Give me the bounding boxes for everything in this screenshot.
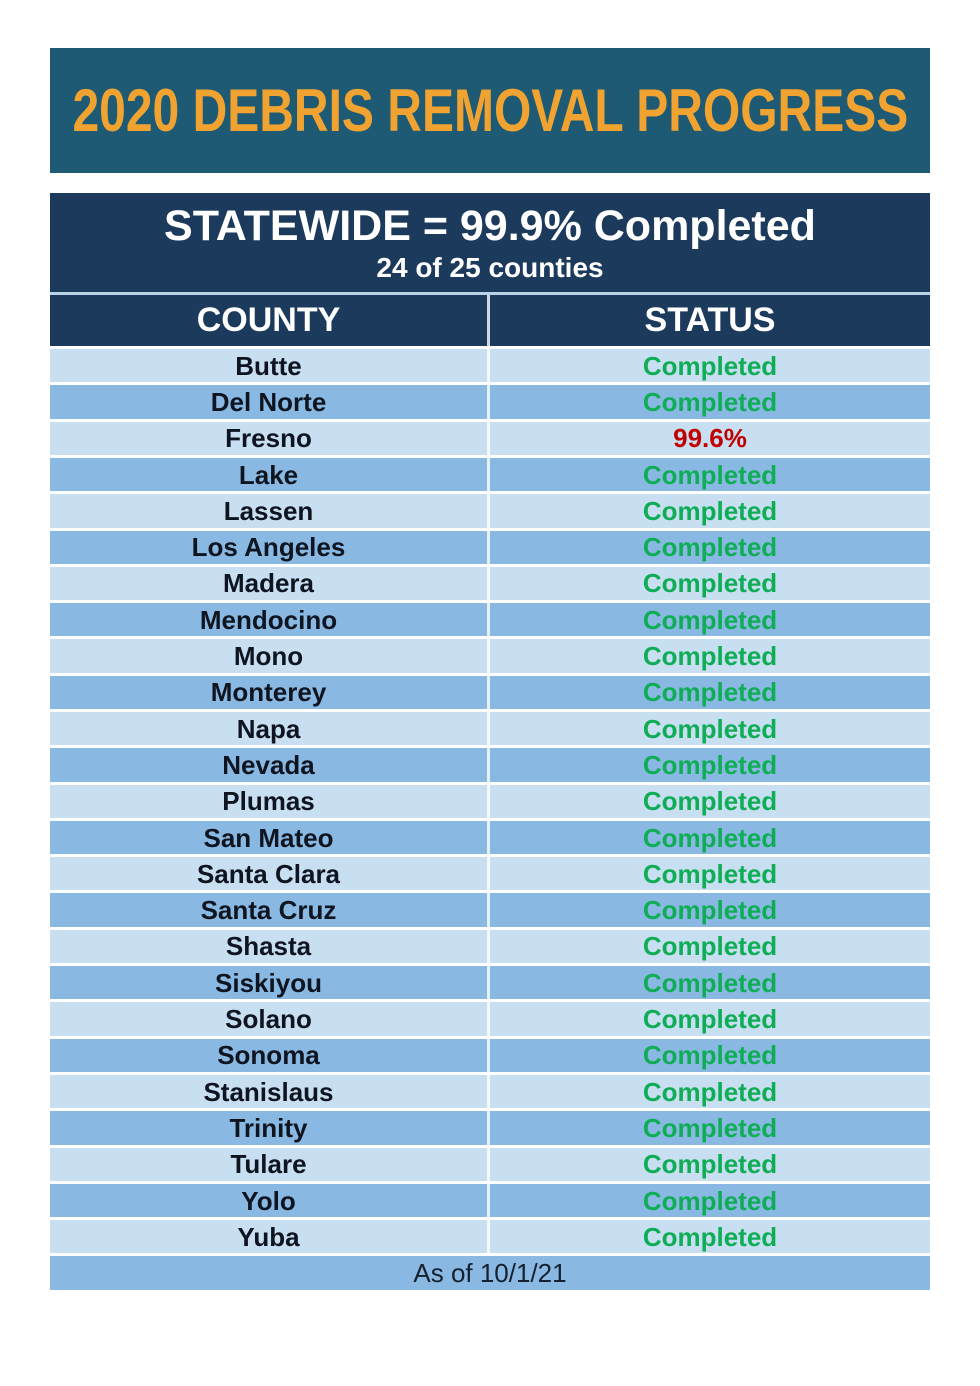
status-cell: Completed <box>642 822 778 853</box>
table-row <box>50 528 930 564</box>
table-row <box>50 709 930 745</box>
status-cell: Completed <box>642 713 778 744</box>
county-cell: Butte <box>50 349 490 382</box>
status-cell: Completed <box>642 1149 778 1180</box>
table-row <box>50 1145 930 1181</box>
status-cell: Completed <box>642 459 778 490</box>
county-cell: Shasta <box>50 930 490 963</box>
status-cell: Completed <box>642 1185 778 1216</box>
as-of-date-text: As of 10/1/21 <box>413 1257 567 1288</box>
county-cell: Madera <box>50 567 490 600</box>
table-row <box>50 1072 930 1108</box>
table-row <box>50 636 930 672</box>
table-row <box>50 1181 930 1217</box>
table-row <box>50 564 930 600</box>
status-cell: Completed <box>642 1040 778 1071</box>
status-cell: Completed <box>642 858 778 889</box>
status-cell: Completed <box>642 1004 778 1035</box>
county-cell: Siskiyou <box>50 966 490 999</box>
page-title: 2020 DEBRIS REMOVAL PROGRESS <box>72 77 908 144</box>
table-row <box>50 346 930 382</box>
table-row <box>50 673 930 709</box>
status-cell: Completed <box>642 641 778 672</box>
county-cell: Los Angeles <box>50 531 490 564</box>
table-row <box>50 818 930 854</box>
table-row <box>50 745 930 781</box>
county-cell: Nevada <box>50 748 490 781</box>
table-row <box>50 1217 930 1253</box>
status-cell: Completed <box>642 786 778 817</box>
table-row <box>50 382 930 418</box>
title-banner <box>50 48 930 173</box>
county-cell: Santa Cruz <box>50 893 490 926</box>
status-cell: Completed <box>642 1076 778 1107</box>
table-row <box>50 491 930 527</box>
status-cell: Completed <box>642 532 778 563</box>
status-cell: Completed <box>642 931 778 962</box>
county-cell: Mendocino <box>50 603 490 636</box>
county-cell: Santa Clara <box>50 857 490 890</box>
status-cell: Completed <box>642 350 778 381</box>
status-cell: 99.6% <box>673 423 747 454</box>
county-cell: Trinity <box>50 1111 490 1144</box>
table-row <box>50 927 930 963</box>
county-cell: Sonoma <box>50 1039 490 1072</box>
county-cell: Fresno <box>50 422 490 455</box>
table-row <box>50 999 930 1035</box>
column-header-status: STATUS <box>644 301 776 340</box>
table-row <box>50 890 930 926</box>
county-cell: Del Norte <box>50 385 490 418</box>
county-cell: Monterey <box>50 676 490 709</box>
status-cell: Completed <box>642 895 778 926</box>
table-row <box>50 963 930 999</box>
column-header-county: COUNTY <box>50 295 490 346</box>
county-cell: Stanislaus <box>50 1075 490 1108</box>
county-cell: Solano <box>50 1002 490 1035</box>
table-row <box>50 419 930 455</box>
statewide-summary <box>50 193 930 292</box>
debris-removal-progress-slide <box>50 48 930 1290</box>
status-cell: Completed <box>642 1221 778 1252</box>
status-cell: Completed <box>642 967 778 998</box>
county-cell: Mono <box>50 639 490 672</box>
county-cell: Yuba <box>50 1220 490 1253</box>
county-cell: Napa <box>50 712 490 745</box>
status-cell: Completed <box>642 749 778 780</box>
table-row <box>50 782 930 818</box>
status-cell: Completed <box>642 495 778 526</box>
county-cell: Lake <box>50 458 490 491</box>
status-cell: Completed <box>642 386 778 417</box>
status-cell: Completed <box>642 568 778 599</box>
table-row <box>50 1108 930 1144</box>
table-header-row <box>50 295 930 346</box>
county-cell: Tulare <box>50 1148 490 1181</box>
table-row <box>50 854 930 890</box>
table-row <box>50 1036 930 1072</box>
county-cell: Lassen <box>50 494 490 527</box>
county-cell: Plumas <box>50 785 490 818</box>
status-cell: Completed <box>642 1112 778 1143</box>
statewide-completion-text: STATEWIDE = 99.9% Completed <box>164 202 816 250</box>
county-cell: Yolo <box>50 1184 490 1217</box>
county-cell: San Mateo <box>50 821 490 854</box>
status-cell: Completed <box>642 677 778 708</box>
counties-count-text: 24 of 25 counties <box>376 252 604 284</box>
table-row <box>50 455 930 491</box>
table-row <box>50 600 930 636</box>
table-body <box>50 346 930 1253</box>
status-cell: Completed <box>642 604 778 635</box>
as-of-date-row <box>50 1253 930 1290</box>
